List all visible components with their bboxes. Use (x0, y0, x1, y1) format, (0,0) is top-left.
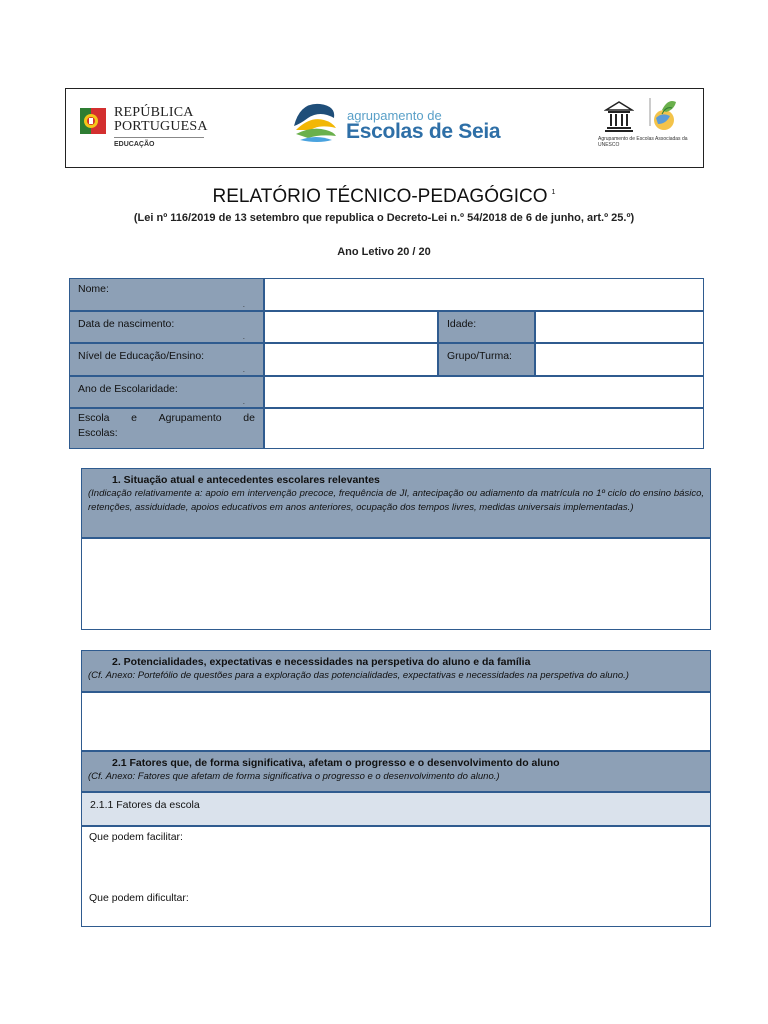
title-text: RELATÓRIO TÉCNICO-PEDAGÓGICO (212, 186, 548, 207)
section21-note: (Cf. Anexo: Fatores que afetam de forma significativa o progresso e o desenvolvimento do aluno.) (88, 771, 500, 782)
escola-field[interactable] (264, 408, 704, 449)
marker: . (242, 300, 245, 309)
section1-title: 1. Situação atual e antecedentes escolares relevantes (112, 474, 380, 486)
section21-header (81, 751, 711, 792)
page-title (0, 186, 768, 208)
seia-logo-icon (290, 96, 340, 146)
escola-label (69, 408, 264, 449)
escola-word: de (243, 412, 255, 424)
escola-word: e (131, 412, 137, 424)
republica-line1: REPÚBLICA (114, 105, 194, 120)
section21-title: 2.1 Fatores que, de forma significativa, afetam o progresso e o desenvolvimento do aluno (112, 757, 560, 769)
educacao-label: EDUCAÇÃO (114, 141, 155, 148)
legal-reference: (Lei nº 116/2019 de 13 setembro que republica o Decreto-Lei n.º 54/2018 de 6 de junho, art.º 25.º) (133, 212, 635, 224)
section2-title: 2. Potencialidades, expectativas e necessidades na perspetiva do aluno e da família (112, 656, 531, 668)
marker: . (242, 397, 245, 406)
section1-note: (Indicação relativamente a: apoio em intervenção precoce, frequência de JI, antecipação ou adiamento da matrícula no 1º ciclo do ensino básico, retenções, assiduidade, apoios educativos em anos anteriores, ocupação dos tempos livres, medidas universais implementadas.) (88, 488, 704, 513)
nivel-text: Nível de Educação/Ensino: (78, 350, 205, 362)
unesco-caption: Agrupamento de Escolas Associadas da UNESCO (598, 136, 688, 148)
nome-field[interactable] (264, 278, 704, 311)
escola-word: Escola (78, 412, 110, 424)
escola-line1 (78, 411, 255, 426)
marker: . (242, 365, 245, 374)
ano-letivo: Ano Letivo 20 / 20 (337, 246, 431, 258)
grupo-field[interactable] (535, 343, 704, 376)
republica-portuguesa-logo (114, 106, 208, 134)
republica-line2: PORTUGUESA (114, 119, 208, 134)
data-nascimento-text: Data de nascimento: (78, 318, 175, 330)
section211-header: 2.1.1 Fatores da escola (81, 792, 711, 826)
nome-label-text: Nome: (78, 283, 109, 295)
idade-label: Idade: (438, 311, 535, 343)
nome-label (69, 278, 264, 311)
dificultar-label: Que podem dificultar: (89, 892, 189, 904)
section2-field[interactable] (81, 692, 711, 751)
section2-note: (Cf. Anexo: Portefólio de questões para a exploração das potencialidades, expectativas e necessidades na perspetiva do aluno.) (88, 670, 629, 681)
section1-field[interactable] (81, 538, 711, 630)
section1-header (81, 468, 711, 538)
nivel-label (69, 343, 264, 376)
facilitar-label: Que podem facilitar: (89, 831, 183, 843)
seia-title: Escolas de Seia (346, 120, 501, 143)
footnote-mark: 1 (551, 189, 556, 196)
ano-escolaridade-label (69, 376, 264, 408)
seia-subtitle: agrupamento de (347, 108, 442, 123)
divider (114, 137, 204, 138)
republica-emblem-icon (80, 104, 106, 138)
section2-header (81, 650, 711, 692)
idade-field[interactable] (535, 311, 704, 343)
data-nascimento-label (69, 311, 264, 343)
escola-line2: Escolas: (78, 427, 118, 439)
ano-escolaridade-text: Ano de Escolaridade: (78, 383, 178, 395)
unesco-temple-icon (604, 100, 634, 134)
nivel-field[interactable] (264, 343, 438, 376)
grupo-label: Grupo/Turma: (438, 343, 535, 376)
leaf-globe-icon (648, 96, 678, 134)
ano-escolaridade-field[interactable] (264, 376, 704, 408)
section211-field[interactable] (81, 826, 711, 927)
data-nascimento-field[interactable] (264, 311, 438, 343)
escola-word: Agrupamento (158, 412, 222, 424)
marker: . (242, 332, 245, 341)
